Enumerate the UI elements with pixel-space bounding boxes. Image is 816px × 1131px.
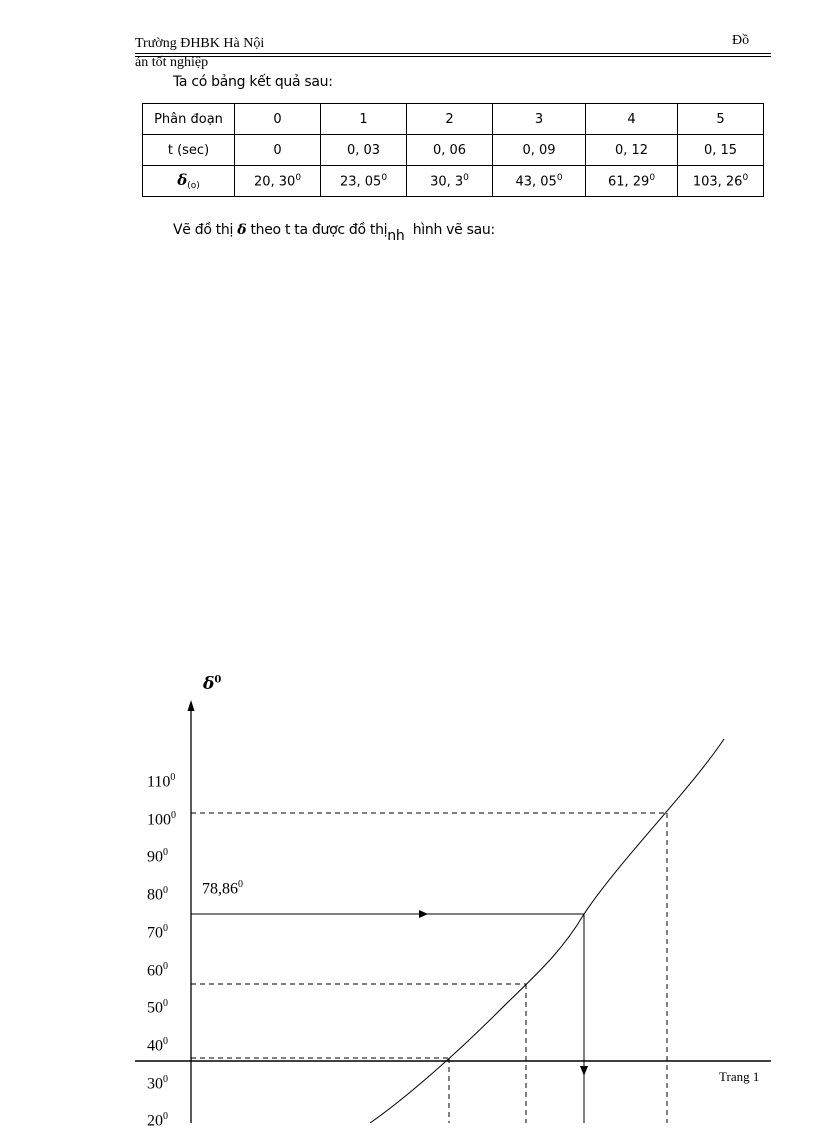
- row-label: Phân đoạn: [143, 104, 235, 135]
- table-cell: 4: [586, 104, 678, 135]
- table-cell: 43, $05^0$: [493, 166, 586, 197]
- table-cell: 0: [235, 104, 321, 135]
- annotation-arrow-down: [580, 1066, 588, 1076]
- table-cell: 0, 03: [321, 135, 407, 166]
- y-tick-label: $20^0$: [147, 1111, 168, 1130]
- delta-symbol: δ: [237, 222, 247, 238]
- y-tick-label: $70^0$: [147, 922, 168, 942]
- table-cell: 61, $29^0$: [586, 166, 678, 197]
- y-tick-label: $80^0$: [147, 885, 168, 904]
- chart-caption: Vẽ đồ thị δ theo t ta được đồ thịnh hình vẽ sau:: [173, 222, 495, 244]
- table-cell: 5: [678, 104, 764, 135]
- y-tick-label: $30^0$: [147, 1073, 168, 1092]
- delta-symbol: δ: [177, 171, 188, 189]
- y-tick-label: $40^0$: [147, 1035, 168, 1055]
- y-tick-label: $110^0$: [147, 772, 176, 791]
- table-cell: 23, $05^0$: [321, 166, 407, 197]
- annotation-arrow-right: [419, 910, 428, 918]
- table-cell: 1: [321, 104, 407, 135]
- table-cell: 0, 15: [678, 135, 764, 166]
- header-school: Trường ĐHBK Hà Nội: [135, 36, 265, 51]
- y-tick-label: $90^0$: [147, 847, 168, 866]
- table-cell: 103, $26^0$: [678, 166, 764, 197]
- y-tick-label: $100^0$: [147, 809, 176, 829]
- table-cell: 30, $3^0$: [407, 166, 493, 197]
- page-number: Trang 1: [719, 1069, 760, 1084]
- y-tick-label: $50^0$: [147, 998, 168, 1017]
- delta-unit: (o): [187, 181, 200, 191]
- row-label: t (sec): [143, 135, 235, 166]
- annotation-label: 78,86$^0$: [202, 879, 243, 898]
- header-doc-title: Đồ: [732, 33, 750, 48]
- header-continuation: án tốt nghiệp: [135, 55, 209, 70]
- y-tick-label: $60^0$: [147, 960, 168, 979]
- y-axis-arrow: [188, 700, 195, 711]
- table-cell: 0, 06: [407, 135, 493, 166]
- delta-curve: [370, 739, 724, 1123]
- table-cell: 2: [407, 104, 493, 135]
- y-axis-label: $\delta^0$: [203, 674, 222, 694]
- intro-text: Ta có bảng kết quả sau:: [173, 74, 333, 90]
- table-cell: 0, 09: [493, 135, 586, 166]
- table-cell: 20, $30^0$: [235, 166, 321, 197]
- table-cell: 0: [235, 135, 321, 166]
- table-cell: 3: [493, 104, 586, 135]
- table-cell: 0, 12: [586, 135, 678, 166]
